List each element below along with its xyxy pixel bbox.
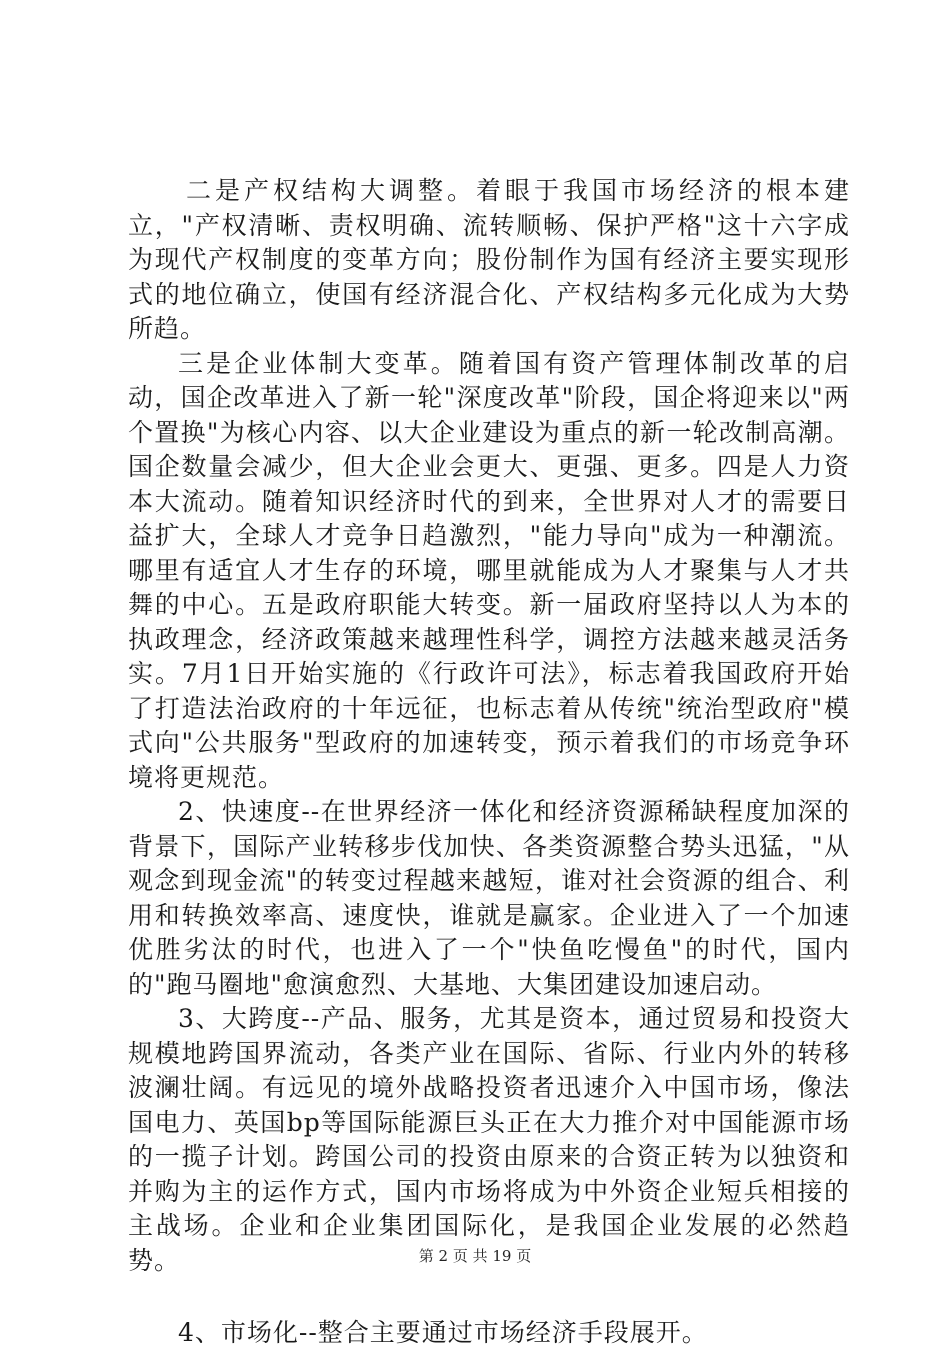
document-body [128,174,850,1351]
paragraph-large-span: 3、大跨度--产品、服务，尤其是资本，通过贸易和投资大规模地跨国界流动，各类产业在国际、省际、行业内外的转移波澜壮阔。有远见的境外战略投资者迅速介入中国市场，像法国电力、英国bp等国际能源巨头正在大力推介对中国能源市场的一揽子计划。跨国公司的投资由原来的合资正转为以独资和并购为主的运作方式，国内市场将成为中外资企业短兵相接的主战场。企业和企业集团国际化，是我国企业发展的必然趋势。 [128,1004,850,1275]
paragraph-enterprise-reform: 三是企业体制大变革。随着国有资产管理体制改革的启动，国企改革进入了新一轮"深度改革"阶段，国企将迎来以"两个置换"为核心内容、以大企业建设为重点的新一轮改制高潮。国企数量会减少，但大企业会更大、更强、更多。四是人力资本大流动。随着知识经济时代的到来，全世界对人才的需要日益扩大，全球人才竞争日趋激烈，"能力导向"成为一种潮流。哪里有适宜人才生存的环境，哪里就能成为人才聚集与人才共舞的中心。五是政府职能大转变。新一届政府坚持以人为本的执政理念，经济政策越来越理性科学，调控方法越来越灵活务实。7月1日开始实施的《行政许可法》，标志着我国政府开始了打造法治政府的十年远征，也标志着从传统"统治型政府"模式向"公共服务"型政府的加速转变，预示着我们的市场竞争环境将更规范。 [128,348,850,792]
paragraph-marketization: 4、市场化--整合主要通过市场经济手段展开。 [178,1318,708,1347]
paragraph-property-rights: 二是产权结构大调整。着眼于我国市场经济的根本建立，"产权清晰、责权明确、流转顺畅、保护严格"这十六字成为现代产权制度的变革方向；股份制作为国有经济主要实现形式的地位确立，使国有经济混合化、产权结构多元化成为大势所趋。 [128,176,850,343]
paragraph-fast-speed: 2、快速度--在世界经济一体化和经济资源稀缺程度加深的背景下，国际产业转移步伐加快、各类资源整合势头迅猛，"从观念到现金流"的转变过程越来越短，谁对社会资源的组合、利用和转换效率高、速度快，谁就是赢家。企业进入了一个加速优胜劣汰的时代，也进入了一个"快鱼吃慢鱼"的时代，国内的"跑马圈地"愈演愈烈、大基地、大集团建设加速启动。 [128,797,850,999]
page-number-footer: 第 2 页 共 19 页 [418,1247,532,1265]
